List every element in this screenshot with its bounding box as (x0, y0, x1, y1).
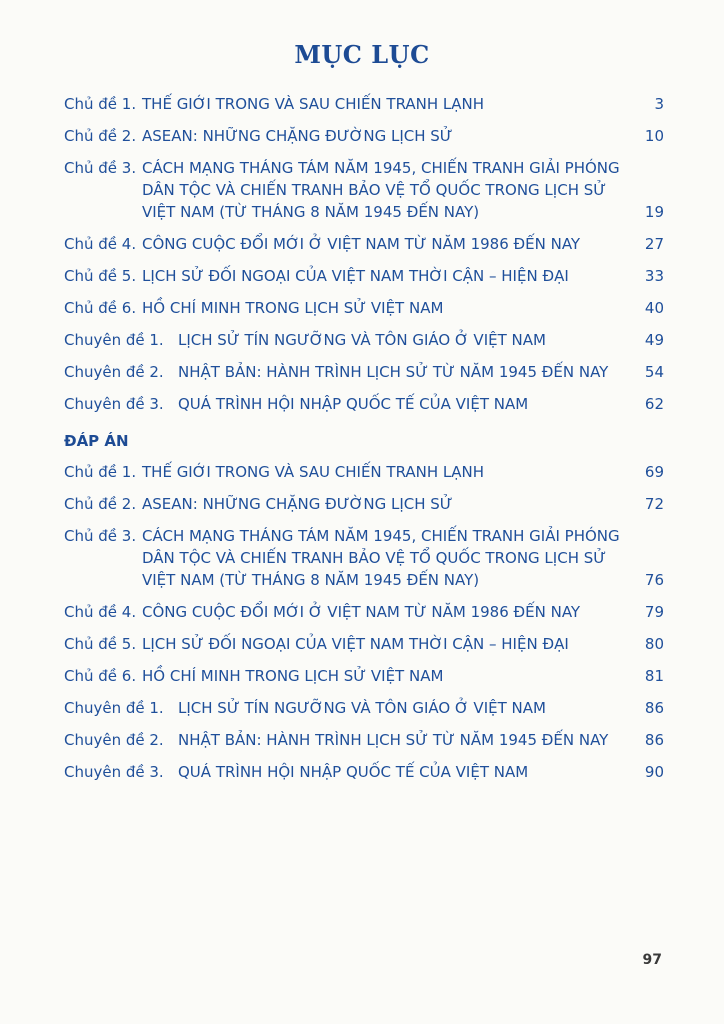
entry-title-line: THẾ GIỚI TRONG VÀ SAU CHIẾN TRANH LẠNH (142, 95, 485, 113)
entry-title-line: DÂN TỘC VÀ CHIẾN TRANH BẢO VỆ TỔ QUỐC TRONG LỊCH SỬ (142, 181, 607, 199)
entry-page-number: 76 (644, 571, 664, 589)
entry-label: Chuyên đề 2. (64, 731, 164, 749)
entry-page-number: 80 (644, 635, 664, 653)
entry-title-line: NHẬT BẢN: HÀNH TRÌNH LỊCH SỬ TỪ NĂM 1945 ĐẾN NAY (178, 731, 609, 749)
entry-title-line: LỊCH SỬ TÍN NGƯỠNG VÀ TÔN GIÁO Ở VIỆT NAM (178, 331, 546, 349)
entry-page-number: 40 (644, 299, 664, 317)
entry-label: Chủ đề 3. (64, 159, 137, 177)
entry-title (178, 729, 608, 751)
entry-title-line: NHẬT BẢN: HÀNH TRÌNH LỊCH SỬ TỪ NĂM 1945 ĐẾN NAY (178, 363, 609, 381)
entry-title (178, 393, 528, 415)
entry-title-line: LỊCH SỬ TÍN NGƯỠNG VÀ TÔN GIÁO Ở VIỆT NAM (178, 699, 546, 717)
entry-title-line: HỒ CHÍ MINH TRONG LỊCH SỬ VIỆT NAM (142, 299, 444, 317)
entry-label: Chủ đề 2. (64, 127, 137, 145)
entry-label: Chủ đề 1. (64, 463, 137, 481)
entry-page-number: 49 (644, 331, 664, 349)
entry-title-line: CÔNG CUỘC ĐỔI MỚI Ở VIỆT NAM TỪ NĂM 1986 ĐẾN NAY (142, 235, 581, 253)
entry-title-line: CÁCH MẠNG THÁNG TÁM NĂM 1945, CHIẾN TRANH GIẢI PHÓNG (142, 527, 620, 545)
entry-page-number: 90 (644, 763, 664, 781)
entry-title (142, 493, 453, 515)
entry-title (142, 665, 443, 687)
entry-title (142, 461, 484, 483)
entry-page-number: 69 (644, 463, 664, 481)
entry-label: Chủ đề 6. (64, 299, 137, 317)
entry-title (142, 297, 443, 319)
entry-page-number: 19 (644, 203, 664, 221)
entry-title (142, 633, 569, 655)
page-number: 97 (642, 952, 662, 968)
entry-title (142, 525, 620, 591)
entry-title (178, 697, 546, 719)
entry-label: Chủ đề 3. (64, 527, 137, 545)
entry-title-line: CÔNG CUỘC ĐỔI MỚI Ở VIỆT NAM TỪ NĂM 1986 ĐẾN NAY (142, 603, 581, 621)
entry-title-line: QUÁ TRÌNH HỘI NHẬP QUỐC TẾ CỦA VIỆT NAM (178, 763, 529, 781)
entry-title (178, 761, 528, 783)
entry-title (142, 233, 580, 255)
entry-title-line: HỒ CHÍ MINH TRONG LỊCH SỬ VIỆT NAM (142, 667, 444, 685)
entry-title-line: DÂN TỘC VÀ CHIẾN TRANH BẢO VỆ TỔ QUỐC TRONG LỊCH SỬ (142, 549, 607, 567)
page-title: MỤC LỤC (294, 40, 430, 69)
entry-title-line: QUÁ TRÌNH HỘI NHẬP QUỐC TẾ CỦA VIỆT NAM (178, 395, 529, 413)
entry-label: Chủ đề 2. (64, 495, 137, 513)
entry-title (142, 125, 453, 147)
entry-title-line: LỊCH SỬ ĐỐI NGOẠI CỦA VIỆT NAM THỜI CẬN – HIỆN ĐẠI (142, 267, 569, 285)
entry-title (142, 265, 569, 287)
entry-label: Chuyên đề 1. (64, 331, 164, 349)
entry-label: Chuyên đề 3. (64, 395, 164, 413)
entry-title-line: LỊCH SỬ ĐỐI NGOẠI CỦA VIỆT NAM THỜI CẬN – HIỆN ĐẠI (142, 635, 569, 653)
entry-page-number: 3 (654, 95, 664, 113)
entry-title-line: VIỆT NAM (TỪ THÁNG 8 NĂM 1945 ĐẾN NAY) (142, 571, 480, 589)
entry-title-line: VIỆT NAM (TỪ THÁNG 8 NĂM 1945 ĐẾN NAY) (142, 203, 480, 221)
entry-title-line: CÁCH MẠNG THÁNG TÁM NĂM 1945, CHIẾN TRANH GIẢI PHÓNG (142, 159, 620, 177)
entry-label: Chủ đề 4. (64, 603, 137, 621)
entry-label: Chủ đề 1. (64, 95, 137, 113)
entry-page-number: 33 (644, 267, 664, 285)
entry-page-number: 86 (644, 699, 664, 717)
entry-label: Chủ đề 5. (64, 635, 137, 653)
entry-page-number: 86 (644, 731, 664, 749)
entry-title-line: ASEAN: NHỮNG CHẶNG ĐƯỜNG LỊCH SỬ (142, 127, 453, 145)
entry-title (142, 157, 620, 223)
entry-title (178, 361, 608, 383)
entry-title-line: ASEAN: NHỮNG CHẶNG ĐƯỜNG LỊCH SỬ (142, 495, 453, 513)
answers-heading: ĐÁP ÁN (64, 432, 129, 450)
entry-page-number: 79 (644, 603, 664, 621)
entry-title-line: THẾ GIỚI TRONG VÀ SAU CHIẾN TRANH LẠNH (142, 463, 485, 481)
entry-page-number: 27 (644, 235, 664, 253)
entry-page-number: 72 (644, 495, 664, 513)
entry-label: Chuyên đề 1. (64, 699, 164, 717)
entry-title (178, 329, 546, 351)
entry-page-number: 81 (644, 667, 664, 685)
entry-label: Chủ đề 5. (64, 267, 137, 285)
entry-title (142, 601, 580, 623)
entry-label: Chuyên đề 2. (64, 363, 164, 381)
entry-label: Chủ đề 4. (64, 235, 137, 253)
entry-title (142, 93, 484, 115)
entry-page-number: 54 (644, 363, 664, 381)
entry-label: Chuyên đề 3. (64, 763, 164, 781)
entry-page-number: 10 (644, 127, 664, 145)
entry-label: Chủ đề 6. (64, 667, 137, 685)
entry-page-number: 62 (644, 395, 664, 413)
